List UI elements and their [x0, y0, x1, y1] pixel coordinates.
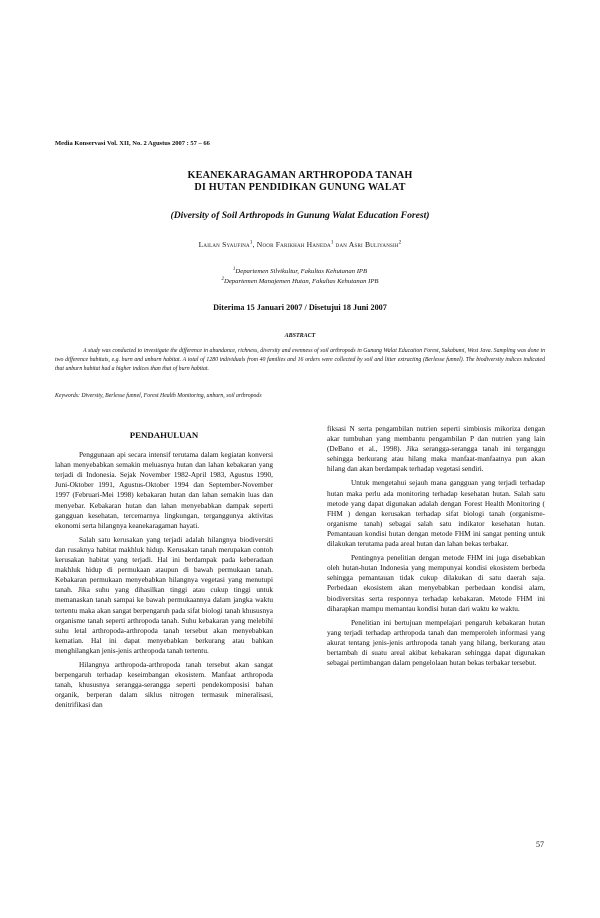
english-subtitle: (Diversity of Soil Arthropods in Gunung Walat Education Forest) — [170, 210, 430, 221]
title-line-2: DI HUTAN PENDIDIKAN GUNUNG WALAT — [194, 182, 406, 193]
paragraph: Salah satu kerusakan yang terjadi adalah hilangnya biodiversiti dan rusaknya habitat makhluk hidup. Kerusakan tanah merupakan contoh kerusakan habitat yang terjadi. Hal ini berdampak pada keberadaan makhluk hidup di permukaan ataupun di bawah permukaan tanah. Kebakaran permukaan menyebabkan hilangnya vegetasi yang menutupi tanah. Jika suhu yang dihasilkan tinggi atau cukup tinggi untuk memanaskan tanah sampai ke bawah permukaannya dalam jangka waktu tertentu maka akan sangat berpengaruh pada sifat biologi tanah khususnya organisme tanah seperti arthropoda tanah. Suhu kebakaran yang melebihi suhu letal arthropoda-arthropoda tanah tersebut akan menyebabkan kematian. Hal ini dapat menyebabkan berkurang atau bahkan menghilangkan jenis-jenis arthropoda tanah tertentu. — [55, 534, 273, 655]
abstract-text: A study was conducted to investigate the difference in abundance, richness, diversity and evenness of soil arthropods in Gunung Walat Education Forest, Sukabumi, West Java. Sampling was done in two difference habitats, e.g. burn and unburn habitat. A total of 1280 individuals from 40 families and 16 orders were collected by soil and litter extracting (Berlesse funnel). The biodiversity indices indicated that unburn habitat had a higher indices than that of burn habitat. — [55, 348, 545, 373]
abstract-heading: ABSTRACT — [284, 333, 316, 339]
author-name: Noor Farikhah Haneda — [256, 240, 331, 249]
title-line-1: KEANEKARAGAMAN ARTHROPODA TANAH — [187, 170, 413, 181]
keywords: Keywords: Diversity, Berlesse funnel, Forest Health Monitoring, unburn, soil arthropods — [55, 393, 262, 399]
author-list — [0, 240, 600, 249]
received-accepted-dates: Diterima 15 Januari 2007 / Disetujui 18 Juni 2007 — [213, 303, 387, 312]
author-affiliation-mark: 1 — [330, 240, 334, 246]
page-number: 57 — [536, 840, 544, 849]
paragraph: Penelitian ini bertujuan mempelajari pengaruh kebakaran hutan yang terjadi terhadap arthropoda tanah dan memperoleh informasi yang akurat tentang jenis-jenis arthropoda tanah yang hilang, berkurang atau bertambah di suatu areal akibat kebakaran sehingga dapat digunakan sebagai pertimbangan dalam pengelolaan hutan bekas terbakar tersebut. — [327, 617, 545, 668]
affiliation-2: $^2$Departemen Manajemen Hutan, Fakultas Kehutanan IPB — [221, 277, 379, 286]
section-title: PENDAHULUAN — [129, 430, 199, 440]
paragraph: Untuk mengetahui sejauh mana gangguan yang terjadi terhadap hutan maka perlu ada monitoring terhadap kesehatan hutan. Salah satu metode yang dapat digunakan adalah dengan Forest Health Monitoring ( FHM ) dengan kerusakan terhadap sifat biologi tanah (organisme-organisme tanah) sebagai salah satu indikator kesehatan hutan. Pemantauan kondisi hutan dengan metode FHM ini sangat penting untuk dilakukan terutama pada areal hutan dan lahan bekas terbakar. — [327, 478, 545, 549]
author-name: Asri Buliyansih — [348, 240, 399, 249]
journal-header: Media Konservasi Vol. XII, No. 2 Agustus 2007 : 57 – 66 — [55, 140, 210, 147]
paragraph: Pentingnya penelitian dengan metode FHM ini juga disebabkan oleh hutan-hutan Indonesia yang mempunyai kondisi ekosistem berbeda sehingga pemantauan tidak cukup dilakukan di satu daerah saja. Perbedaan ekosistem akan menyebabkan perbedaan kondisi alam, biodiversitas serta responnya terhadap kebakaran. Metode FHM ini diharapkan mampu memantau kondisi hutan dari waktu ke waktu. — [327, 553, 545, 613]
affiliation-1: $^1$Departemen Silvikultur, Fakultas Kehutanan IPB — [232, 267, 368, 276]
paragraph: Penggunaan api secara intensif terutama dalam kegiatan konversi lahan menyebabkan semakin meluasnya hutan dan lahan kebakaran yang terjadi di Indonesia. Sejak November 1982-April 1983, Agustus 1990, Juni-Oktober 1991, Agustus-Oktober 1994 dan September-November 1997 (Februari-Mei 1998) kebakaran hutan dan lahan semakin luas dan menyebar. Kebakaran hutan dan lahan menyebabkan dampak seperti gangguan kesehatan, tercemarnya lingkungan, terganggunya aktivitas ekonomi serta hilangnya keanekaragaman hayati. — [55, 450, 273, 530]
author-separator: , — [252, 240, 257, 249]
paragraph: Hilangnya arthropoda-arthropoda tanah tersebut akan sangat berpengaruh terhadap keseimbangan ekosistem. Manfaat arthropoda tanah, khususnya serangga-serangga seperti pendekomposisi bahan organik, berperan dalam siklus nitrogen termasuk mineralisasi, denitrifikasi dan — [55, 659, 273, 710]
right-column — [327, 424, 545, 672]
author-name: Lailan Syaufina — [198, 240, 250, 249]
paragraph: fiksasi N serta pengambilan nutrien seperti simbiosis mikoriza dengan akar tumbuhan yang membantu pengambilan P dan nutrien yang lain (DeBano et al., 1998). Jika serangga-serangga tanah ini terganggu sehingga berkurang atau hilang maka manfaat-manfaatnya pun akan hilang dan akan berdampak terhadap vegetasi sendiri. — [327, 424, 545, 474]
author-separator: dan — [333, 240, 349, 249]
author-affiliation-mark: 1 — [249, 240, 253, 246]
left-column — [55, 430, 273, 714]
author-affiliation-mark: 2 — [398, 240, 402, 246]
